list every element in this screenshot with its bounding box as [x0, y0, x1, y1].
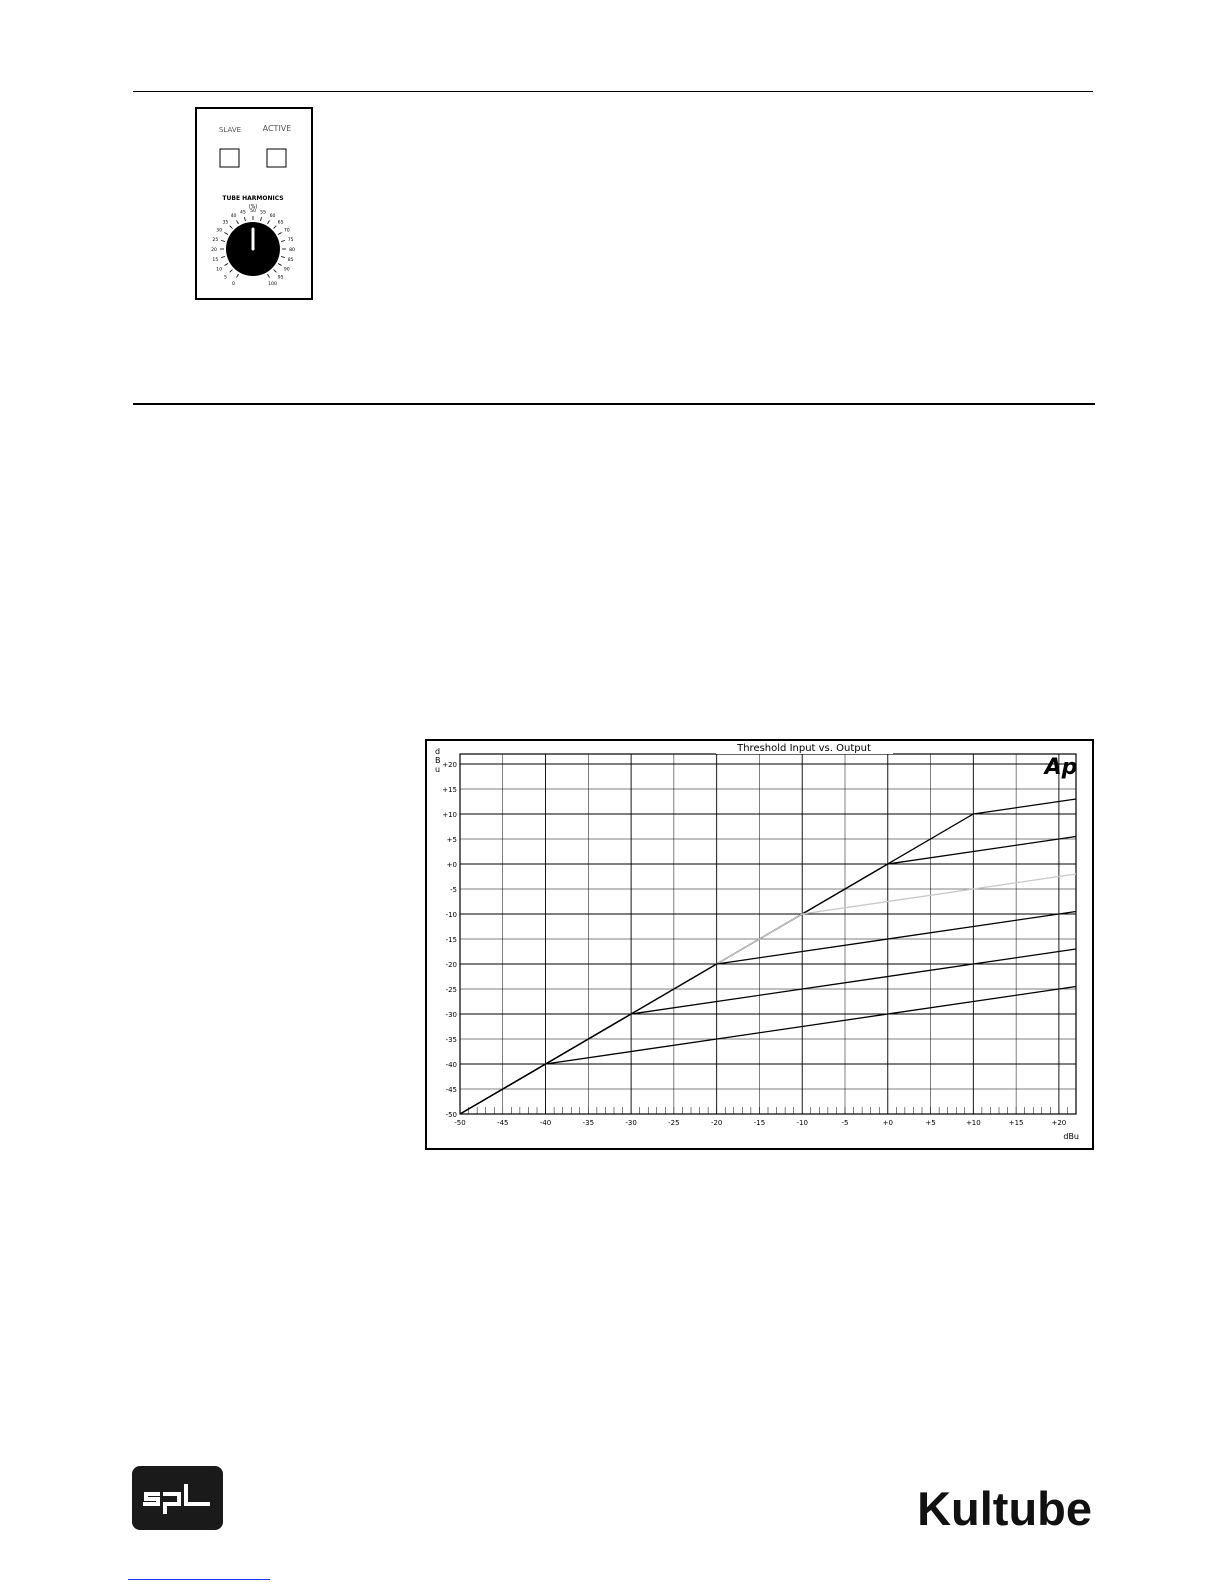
- chart-canvas: [427, 741, 1092, 1148]
- knob-scale-label: 95: [277, 275, 284, 281]
- knob-tick: [278, 233, 281, 235]
- x-tick-label: +10: [965, 1119, 981, 1127]
- panel-drawing: [197, 109, 313, 300]
- knob-scale-label: 90: [283, 267, 290, 273]
- knob-scale-label: 65: [277, 220, 284, 226]
- series-line-4: [460, 912, 1076, 1115]
- series-line-6: [460, 987, 1076, 1115]
- x-tick-label: +15: [1008, 1119, 1024, 1127]
- knob-tick: [237, 220, 239, 223]
- knob-scale-label: 10: [216, 267, 223, 273]
- y-tick-label: -50: [445, 1111, 457, 1119]
- knob-tick: [224, 264, 227, 266]
- y-tick-label: +15: [442, 786, 457, 794]
- brand-name: Kultube: [917, 1482, 1092, 1535]
- knob-tick: [268, 274, 270, 277]
- knob-tick: [244, 217, 245, 221]
- x-axis-label: dBu: [1063, 1132, 1079, 1141]
- knob-tick: [274, 226, 277, 229]
- spl-logo-mark: [132, 1466, 223, 1530]
- y-tick-label: -25: [445, 986, 457, 994]
- y-tick-label: -20: [445, 961, 457, 969]
- knob-scale-label: 30: [216, 228, 223, 234]
- y-tick-label: +20: [442, 761, 457, 769]
- knob-scale-label: 45: [239, 210, 246, 216]
- x-tick-label: -45: [497, 1119, 509, 1127]
- knob-scale-label: 100: [268, 281, 277, 287]
- x-tick-label: +0: [882, 1119, 893, 1127]
- knob-scale-label: 40: [230, 214, 237, 220]
- series-line-2: [460, 837, 1076, 1115]
- knob-scale-label: 80: [289, 248, 295, 253]
- x-tick-label: -25: [668, 1119, 680, 1127]
- section-rule: [133, 403, 1095, 405]
- knob-scale-label: 15: [212, 258, 219, 264]
- knob-tick: [224, 233, 227, 235]
- knob-tick: [221, 257, 225, 258]
- ap-logo: Ap: [1044, 755, 1078, 780]
- knob-scale-label: 55: [260, 210, 267, 216]
- threshold-chart: [425, 739, 1094, 1150]
- knob-tick: [230, 226, 233, 229]
- knob-tick: [281, 257, 285, 258]
- y-tick-label: +5: [446, 836, 457, 844]
- active-label: ACTIVE: [262, 124, 292, 133]
- x-tick-label: -10: [796, 1119, 808, 1127]
- knob-scale-label: 25: [212, 237, 219, 243]
- knob-scale-label: 5: [223, 275, 227, 281]
- y-tick-label: -5: [450, 886, 457, 894]
- knob-tick: [268, 220, 270, 223]
- y-axis-label: d B u: [435, 747, 441, 774]
- knob-scale-label: 60: [269, 214, 276, 220]
- knob-scale-label: 0: [232, 281, 235, 287]
- spl-logo: [132, 1466, 223, 1530]
- chart-title: Threshold Input vs. Output: [737, 743, 871, 754]
- y-tick-label: +10: [442, 811, 457, 819]
- y-tick-label: +0: [446, 861, 457, 869]
- y-tick-label: -45: [445, 1086, 457, 1094]
- top-rule: [133, 91, 1093, 92]
- chart-ticks: [442, 761, 1076, 1127]
- active-switch[interactable]: [267, 149, 286, 167]
- knob-scale-label: 70: [283, 228, 290, 234]
- y-tick-label: -10: [445, 911, 457, 919]
- y-tick-label: -35: [445, 1036, 457, 1044]
- knob-scale-label: 50: [250, 209, 256, 214]
- knob-title: TUBE HARMONICS: [222, 195, 284, 202]
- knob-scale-label: 20: [211, 248, 217, 253]
- knob-scale-label: 75: [287, 237, 294, 243]
- x-tick-label: +5: [925, 1119, 936, 1127]
- x-tick-label: -20: [710, 1119, 723, 1127]
- x-tick-label: +20: [1051, 1119, 1067, 1127]
- x-tick-label: -50: [454, 1119, 466, 1127]
- knob-tick: [274, 270, 277, 273]
- knob-unit: (%): [248, 204, 258, 210]
- knob-tick: [237, 274, 239, 277]
- x-tick-label: -5: [841, 1119, 849, 1127]
- x-tick-label: -30: [625, 1119, 637, 1127]
- x-tick-label: -15: [753, 1119, 766, 1127]
- knob-tick: [261, 217, 262, 221]
- y-tick-label: -30: [445, 1011, 457, 1019]
- footer-link-underline[interactable]: [128, 1579, 270, 1580]
- tube-harmonics-panel-illustration: [195, 107, 313, 300]
- knob-tick: [278, 264, 281, 266]
- chart-series: [460, 799, 1076, 1114]
- x-tick-label: -35: [582, 1119, 595, 1127]
- knob-tick: [230, 270, 233, 273]
- slave-switch[interactable]: [220, 149, 239, 167]
- x-tick-label: -40: [539, 1119, 552, 1127]
- slave-label: SLAVE: [218, 126, 242, 134]
- knob-tick: [221, 240, 225, 241]
- y-tick-label: -40: [445, 1061, 457, 1069]
- y-tick-label: -15: [445, 936, 457, 944]
- knob-scale-label: 35: [222, 220, 229, 226]
- knob-tick: [281, 240, 285, 241]
- knob-scale-label: 85: [287, 258, 294, 264]
